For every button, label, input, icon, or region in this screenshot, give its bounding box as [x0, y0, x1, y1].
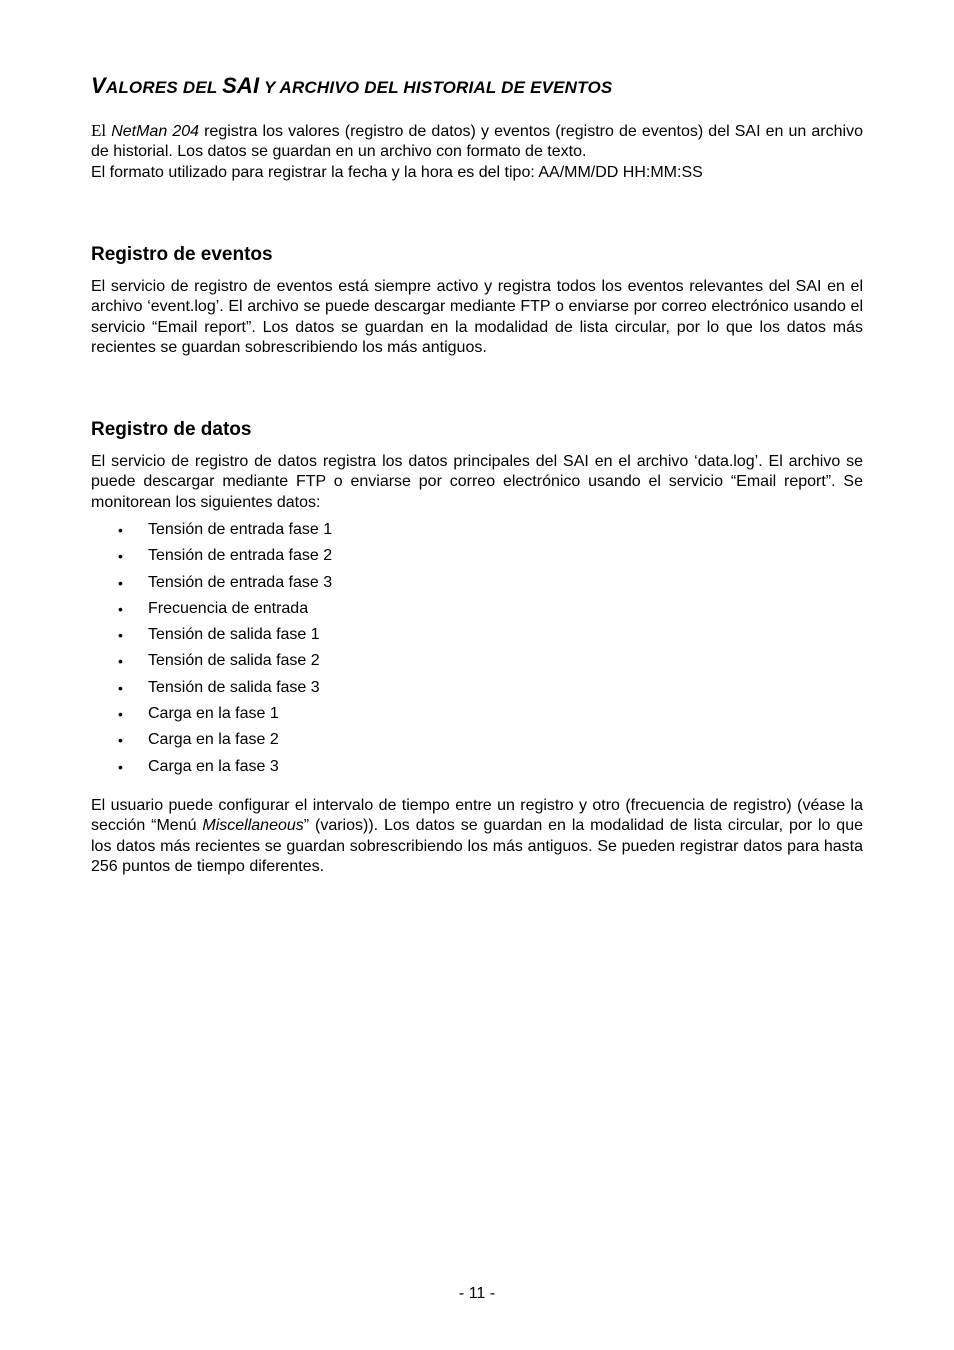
- closing-text-2: ” (varios)). Los datos se guardan en la modalidad de lista circular, por lo que los datos más recientes se guardan sobrescribiendo los más antiguos. Se pueden registrar datos para hasta 256 puntos de tiempo diferentes.: [91, 817, 863, 875]
- section-title: [91, 73, 612, 99]
- bullet-icon: •: [118, 522, 123, 538]
- list-item-label: Tensión de entrada fase 1: [148, 521, 333, 538]
- list-item-label: Tensión de entrada fase 2: [148, 547, 333, 565]
- list-item: [91, 754, 332, 780]
- title-part-1: ALORES DEL: [105, 78, 223, 97]
- list-item: [91, 517, 332, 543]
- page-number: - 11 -: [458, 1285, 496, 1302]
- list-item-label: Tensión de salida fase 2: [148, 652, 320, 670]
- menu-name: Miscellaneous: [202, 817, 304, 835]
- bullet-icon: •: [118, 600, 123, 617]
- events-paragraph: El servicio de registro de eventos está siempre activo y registra todos los eventos relevantes del SAI en el archivo ‘event.log’. El archivo se puede descargar mediante FTP o enviarse por correo electrónico usando el servicio “Email report”. Los datos se guardan en la modalidad de lista circular, por lo que los datos más recientes se guardan sobrescribiendo los más antiguos.: [91, 278, 863, 356]
- list-item: [91, 543, 332, 569]
- bullet-icon: •: [118, 706, 123, 723]
- closing-paragraph: [91, 796, 863, 877]
- data-heading: Registro de datos: [91, 419, 252, 440]
- title-part-2: Y ARCHIVO DEL HISTORIAL DE EVENTOS: [259, 78, 613, 97]
- list-item: [91, 648, 332, 674]
- data-paragraph: El servicio de registro de datos registra los datos principales del SAI en el archivo ‘data.log’. El archivo se puede descargar mediante FTP o enviarse por correo electrónico usando el servicio “Email report”. Se monitorean los siguientes datos:: [91, 453, 863, 511]
- intro-text: registra los valores (registro de datos) y eventos (registro de eventos) del SAI en un archivo de historial. Los datos se guardan en un archivo con formato de texto.: [91, 123, 863, 161]
- bullet-icon: •: [118, 574, 123, 591]
- title-initial: V: [91, 73, 106, 98]
- bullet-icon: •: [118, 758, 123, 775]
- date-format-line: El formato utilizado para registrar la fecha y la hora es del tipo: AA/MM/DD HH:MM:SS: [91, 163, 703, 181]
- bullet-icon: •: [118, 548, 123, 565]
- list-item-label: Carga en la fase 3: [148, 757, 279, 775]
- closing-text-1: El usuario puede configurar el intervalo de tiempo entre un registro y otro (frecuencia de registro) (véase la sección “Menú: [91, 797, 863, 835]
- list-item-label: Frecuencia de entrada: [148, 599, 309, 617]
- list-item: [91, 701, 332, 727]
- list-item-label: Tensión de entrada fase 3: [148, 573, 333, 591]
- bullet-icon: •: [118, 732, 123, 749]
- title-sai: SAI: [222, 73, 260, 98]
- list-item-label: Tensión de salida fase 1: [148, 626, 320, 644]
- intro-paragraph: [91, 121, 863, 183]
- bullet-icon: •: [118, 679, 123, 696]
- product-name: NetMan 204: [111, 123, 200, 140]
- events-heading: Registro de eventos: [91, 244, 273, 265]
- list-item: [91, 622, 332, 648]
- list-item: [91, 675, 332, 701]
- bullet-icon: •: [118, 627, 123, 644]
- list-item: [91, 596, 332, 622]
- list-item-label: Carga en la fase 1: [148, 705, 279, 723]
- intro-el: El: [91, 121, 107, 140]
- list-item: [91, 570, 332, 596]
- list-item: [91, 727, 332, 753]
- monitored-data-list: [91, 517, 332, 780]
- bullet-icon: •: [118, 653, 123, 670]
- list-item-label: Carga en la fase 2: [148, 731, 279, 749]
- list-item-label: Tensión de salida fase 3: [148, 678, 320, 696]
